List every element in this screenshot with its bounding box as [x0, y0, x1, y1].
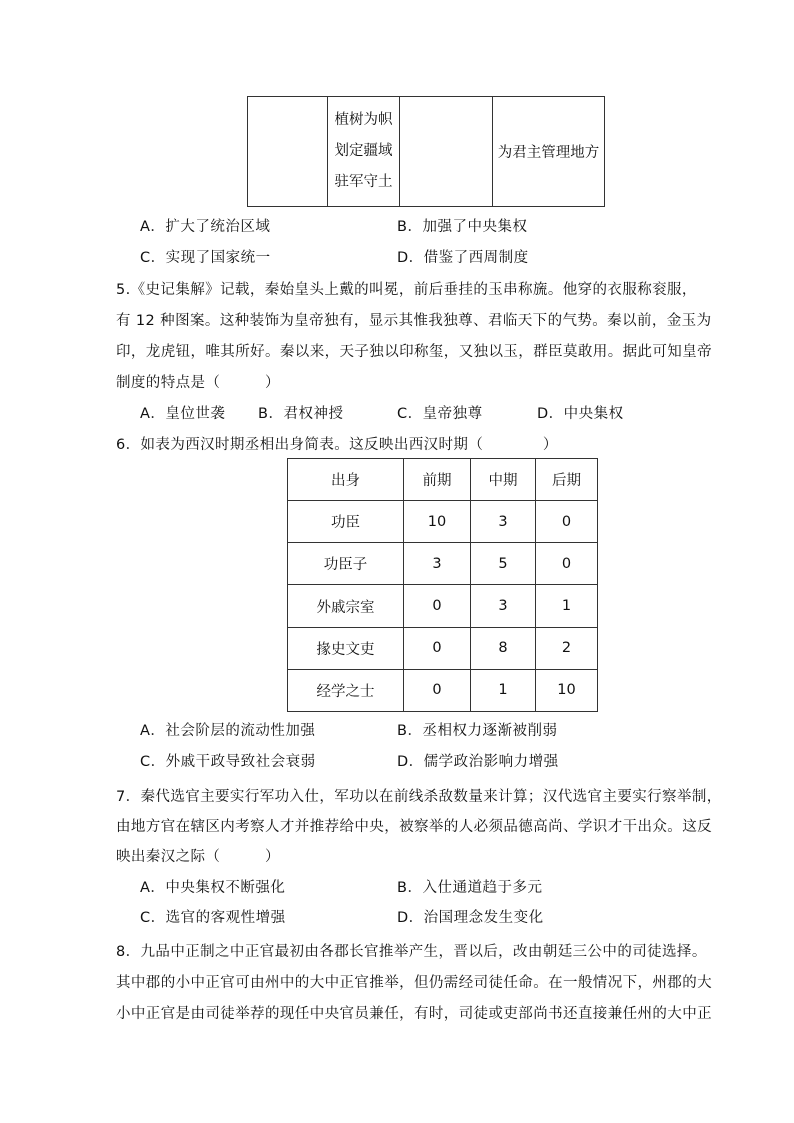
q6-cell: 0: [536, 501, 598, 543]
q6-cell: 1: [471, 669, 536, 711]
top-table-cell-2: [328, 97, 400, 207]
q6-cell: 0: [404, 669, 471, 711]
top-table-line: 植树为帜: [334, 112, 393, 128]
q6-header-early: 前期: [404, 459, 471, 501]
q6-table: [287, 458, 598, 712]
q4-option-b[interactable]: B．加强了中央集权: [397, 219, 528, 235]
q7-option-d[interactable]: D．治国理念发生变化: [397, 910, 544, 926]
q6-cell: 5: [471, 543, 536, 585]
q6-cell: 掾史文吏: [288, 627, 404, 669]
q6-header-origin: 出身: [288, 459, 404, 501]
q7-option-a[interactable]: A．中央集权不断强化: [140, 880, 286, 896]
q4-option-c[interactable]: C．实现了国家统一: [140, 250, 271, 266]
top-table-cell-4: 为君主管理地方: [493, 97, 605, 207]
q6-cell: 1: [536, 585, 598, 627]
q7-option-b[interactable]: B．入仕通道趋于多元: [397, 880, 543, 896]
q6-cell: 3: [471, 585, 536, 627]
q6-cell: 0: [536, 543, 598, 585]
q6-option-c[interactable]: C．外戚干政导致社会衰弱: [140, 754, 316, 770]
q8-stem-line-2: 其中郡的小中正官可由州中的大中正官推举，但仍需经司徒任命。在一般情况下，州郡的大: [116, 975, 712, 991]
q7-stem-line-1: 7．秦代选官主要实行军功入仕，军功以在前线杀敌数量来计算；汉代选官主要实行察举制，: [116, 789, 722, 805]
q5-stem-line-2: 有 12 种图案。这种装饰为皇帝独有，显示其惟我独尊、君临天下的气势。秦以前，金玉为: [116, 313, 712, 329]
q6-cell: 经学之士: [288, 669, 404, 711]
q5-stem-line-4: 制度的特点是（ ）: [116, 375, 280, 391]
q6-cell: 0: [404, 627, 471, 669]
q6-cell: 功臣: [288, 501, 404, 543]
q6-option-d[interactable]: D．儒学政治影响力增强: [397, 754, 559, 770]
q6-cell: 10: [404, 501, 471, 543]
q5-option-b[interactable]: B．君权神授: [258, 406, 344, 422]
top-table-line: 划定疆域: [334, 143, 393, 159]
q8-stem-line-1: 8．九品中正制之中正官最初由各郡长官推举产生，晋以后，改由朝廷三公中的司徒选择。: [116, 944, 707, 960]
q6-cell: 10: [536, 669, 598, 711]
top-table: [247, 96, 605, 207]
q6-option-a[interactable]: A．社会阶层的流动性加强: [140, 723, 316, 739]
q5-stem-line-3: 印，龙虎钮，唯其所好。秦以来，天子独以印称玺，又独以玉，群臣莫敢用。据此可知皇帝: [116, 344, 712, 360]
q6-cell: 外戚宗室: [288, 585, 404, 627]
q6-cell: 2: [536, 627, 598, 669]
q6-cell: 0: [404, 585, 471, 627]
q6-header-middle: 中期: [471, 459, 536, 501]
top-table-cell-3: [400, 97, 493, 207]
top-table-line: 驻军守土: [334, 174, 393, 190]
q6-header-late: 后期: [536, 459, 598, 501]
q6-cell: 功臣子: [288, 543, 404, 585]
q6-stem: 6．如表为西汉时期丞相出身简表。这反映出西汉时期（ ）: [116, 437, 558, 453]
q6-cell: 3: [404, 543, 471, 585]
q5-option-d[interactable]: D．中央集权: [537, 406, 624, 422]
q7-option-c[interactable]: C．选官的客观性增强: [140, 910, 286, 926]
q7-stem-line-2: 由地方官在辖区内考察人才并推荐给中央，被察举的人必须品德高尚、学识才干出众。这反: [116, 819, 712, 835]
q6-option-b[interactable]: B．丞相权力逐渐被削弱: [397, 723, 558, 739]
q4-option-d[interactable]: D．借鉴了西周制度: [397, 250, 529, 266]
q8-stem-line-3: 小中正官是由司徒举荐的现任中央官员兼任，有时，司徒或吏部尚书还直接兼任州的大中正: [116, 1006, 712, 1022]
q5-stem-line-1: 5.《史记集解》记载，秦始皇头上戴的叫冕，前后垂挂的玉串称旒。他穿的衣服称衮服，: [116, 282, 697, 298]
q5-option-a[interactable]: A．皇位世袭: [140, 406, 226, 422]
q6-cell: 8: [471, 627, 536, 669]
q5-option-c[interactable]: C．皇帝独尊: [397, 406, 483, 422]
q7-stem-line-3: 映出秦汉之际（ ）: [116, 849, 280, 865]
top-table-cell-1: [248, 97, 328, 207]
q6-cell: 3: [471, 501, 536, 543]
q4-option-a[interactable]: A．扩大了统治区域: [140, 219, 271, 235]
